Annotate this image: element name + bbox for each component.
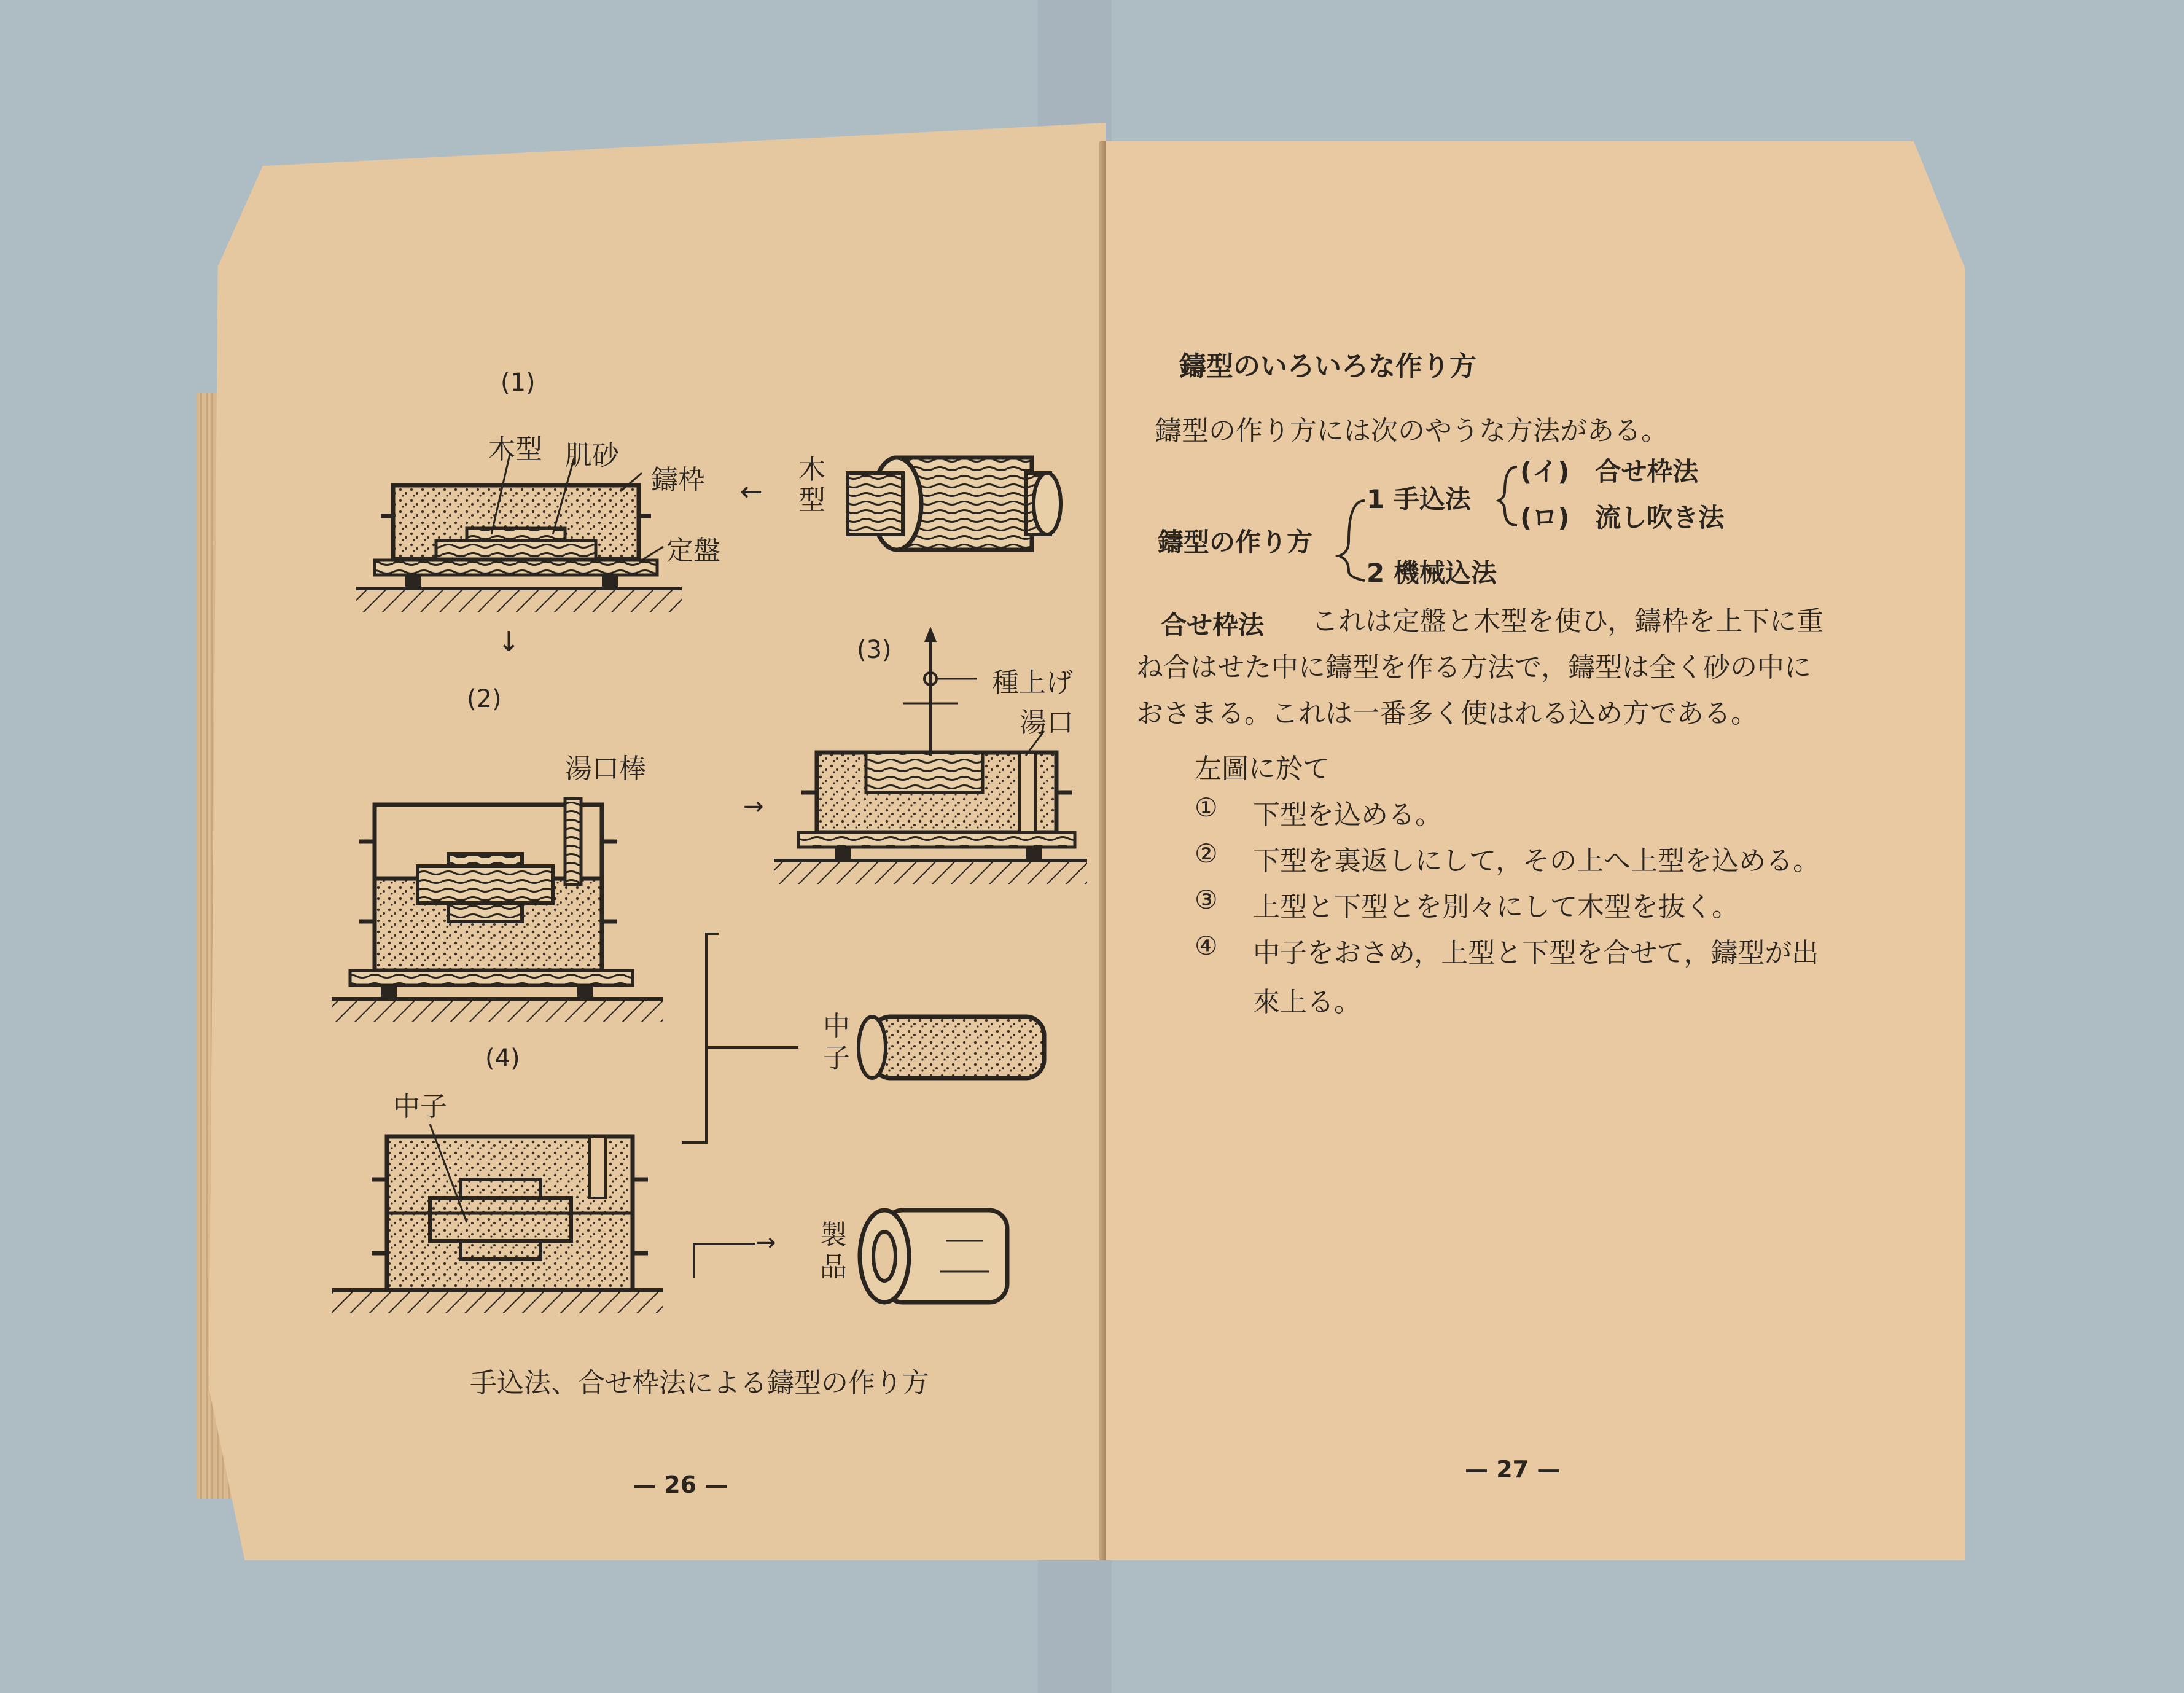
label-yuguchi: 湯口 xyxy=(1020,707,1074,738)
paragraph-line-3: おさまる。これは一番多く使はれる込め方である。 xyxy=(1136,698,1758,729)
label-nakago-side: 中子 xyxy=(823,1011,850,1074)
product-drawing xyxy=(860,1210,1007,1302)
paragraph-line-1: これは定盤と木型を使ひ，鑄枠を上下に重 xyxy=(1311,606,1824,637)
arrow-down: ↓ xyxy=(497,627,520,658)
page-number-right: — 27 — xyxy=(1465,1456,1561,1483)
step-4-continuation: 來上る。 xyxy=(1253,987,1361,1018)
paragraph-line-2: ね合はせた中に鑄型を作る方法で，鑄型は全く砂の中に xyxy=(1136,652,1812,683)
figure-step2 xyxy=(332,799,663,1022)
tree-method1b: (ロ) 流し吹き法 xyxy=(1520,502,1725,533)
arrow-left: ← xyxy=(740,476,763,507)
step-1-text: 下型を込める。 xyxy=(1253,799,1442,831)
label-mokugata-side: 木型 xyxy=(798,454,825,516)
figure-caption: 手込法、合せ枠法による鑄型の作り方 xyxy=(470,1367,929,1399)
figure-label-step1: (1) xyxy=(501,369,536,397)
step-1-num: ① xyxy=(1195,792,1218,823)
left-figure-ref: 左圖に於て xyxy=(1195,753,1330,784)
tree-method1a: (イ) 合せ枠法 xyxy=(1520,456,1699,487)
paragraph-heading: 合せ枠法 xyxy=(1161,610,1265,640)
label-mokugata: 木型 xyxy=(488,434,542,465)
step-4-text: 中子をおさめ，上型と下型を合せて，鑄型が出 xyxy=(1253,937,1819,969)
label-tane-age: 種上げ xyxy=(992,667,1073,698)
step-2-num: ② xyxy=(1195,839,1218,869)
figure-step1 xyxy=(356,455,682,612)
tree-root: 鑄型の作り方 xyxy=(1158,527,1313,557)
step-3-text: 上型と下型とを別々にして木型を抜く。 xyxy=(1253,891,1739,923)
label-imowaku: 鑄枠 xyxy=(651,464,705,496)
label-nakago: 中子 xyxy=(393,1091,447,1122)
tree-method1: 1 手込法 xyxy=(1367,484,1471,514)
arrow-right-2: → xyxy=(755,1229,776,1257)
label-hadazuna: 肌砂 xyxy=(565,440,619,471)
label-seihin: 製品 xyxy=(820,1219,847,1283)
page-number-left: — 26 — xyxy=(633,1471,728,1498)
flow-connectors xyxy=(682,934,798,1278)
arrow-right: → xyxy=(743,792,764,821)
step-3-num: ③ xyxy=(1195,885,1218,915)
tree-method2: 2 機械込法 xyxy=(1367,558,1497,588)
wood-pattern-drawing xyxy=(848,458,1061,550)
intro-line: 鑄型の作り方には次のやうな方法がある。 xyxy=(1155,415,1668,447)
figure-label-step2: (2) xyxy=(467,685,502,713)
core-drawing xyxy=(859,1017,1044,1078)
step-2-text: 下型を裏返しにして，その上へ上型を込める。 xyxy=(1253,845,1820,877)
figure-step4 xyxy=(332,1124,663,1313)
step-4-num: ④ xyxy=(1195,931,1218,961)
label-yuguchibou: 湯口棒 xyxy=(565,753,646,784)
label-jouban: 定盤 xyxy=(666,535,720,566)
figure-label-step4: (4) xyxy=(485,1044,520,1073)
section-heading: 鑄型のいろいろな作り方 xyxy=(1179,351,1476,382)
figure-label-step3: (3) xyxy=(857,636,892,664)
